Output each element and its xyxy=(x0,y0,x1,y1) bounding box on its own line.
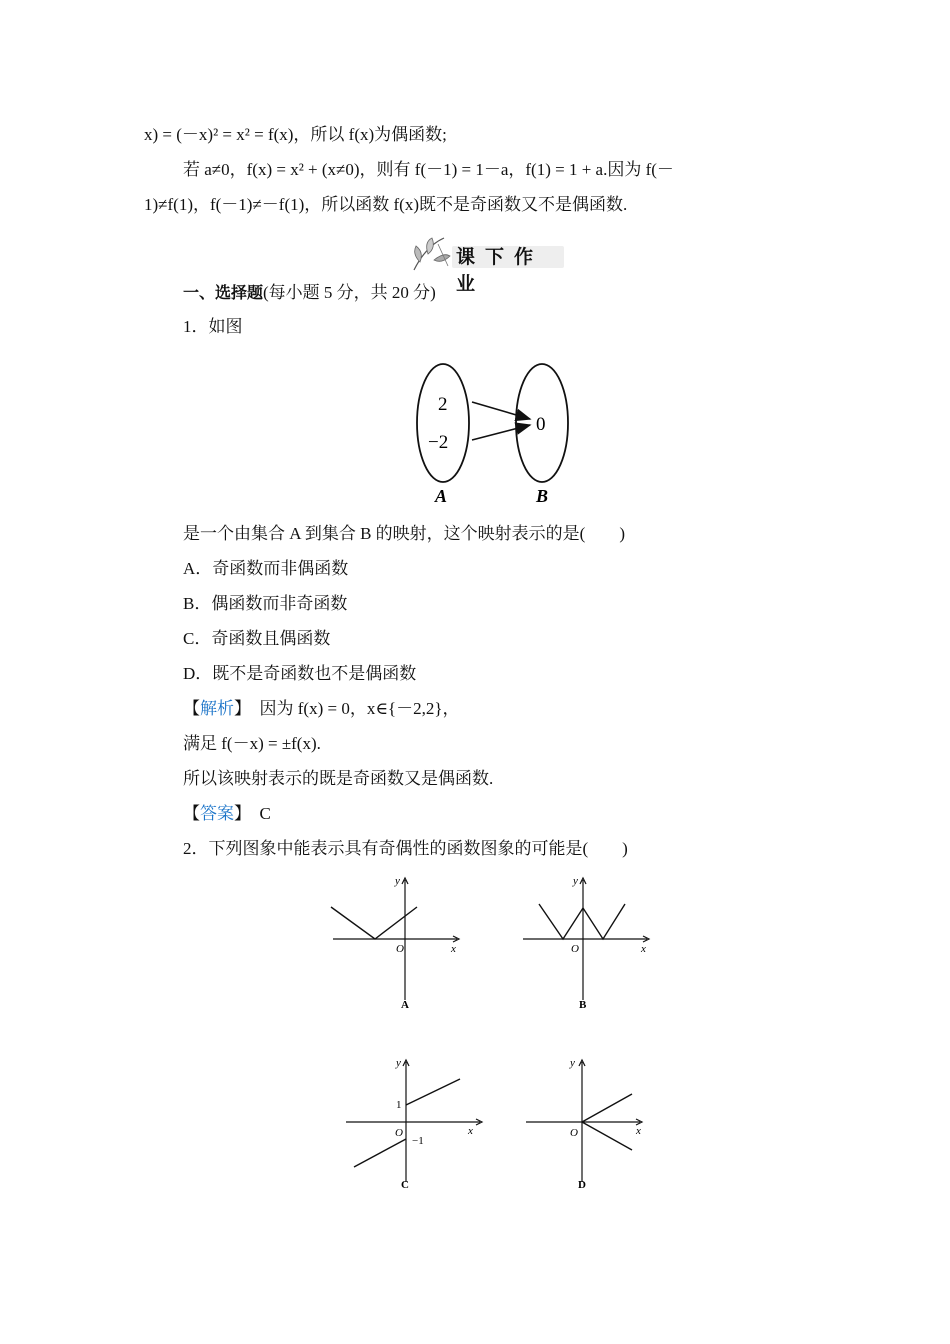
q1-text: 是一个由集合 A 到集合 B 的映射，这个映射表示的是( ) xyxy=(183,524,625,543)
q1-stem: 1．如图 xyxy=(183,317,243,336)
graph-c-y-label: y xyxy=(396,1057,401,1069)
mapping-diagram xyxy=(400,360,590,510)
set-a-label: A xyxy=(435,486,448,506)
graph-c xyxy=(340,1052,490,1197)
graph-d-line-upper xyxy=(582,1094,632,1122)
graph-c-tick-neg1: −1 xyxy=(412,1135,424,1147)
graph-b xyxy=(515,870,665,1015)
section-heading-title: 一、选择题 xyxy=(183,283,264,302)
q2-stem: 2．下列图象中能表示具有奇偶性的函数图象的可能是( ) xyxy=(183,839,628,858)
graph-d-y-label: y xyxy=(570,1057,575,1069)
analysis-label: 解析 xyxy=(200,699,234,718)
q1-analysis-line-2: 满足 f(－x) = ±f(x). xyxy=(183,734,321,753)
graph-b-curve xyxy=(539,904,625,939)
graph-c-origin: O xyxy=(395,1127,403,1139)
section-heading xyxy=(183,282,436,304)
set-a-ellipse xyxy=(417,364,469,482)
graph-d-origin: O xyxy=(570,1127,578,1139)
answer-value: C xyxy=(259,804,271,823)
set-b-element-1: 0 xyxy=(536,414,546,435)
graph-a-x-label: x xyxy=(451,943,456,955)
prev-line-3: 1)≠f(1)，f(－1)≠－f(1)，所以函数 f(x)既不是奇函数又不是偶函数. xyxy=(144,195,628,214)
q1-option-c: C．奇函数且偶函数 xyxy=(183,629,331,648)
graph-c-x-label: x xyxy=(468,1125,473,1137)
set-a-element-2: −2 xyxy=(428,432,449,453)
graph-d-x-label: x xyxy=(636,1125,641,1137)
graph-a-curve xyxy=(331,907,417,939)
graph-b-x-label: x xyxy=(641,943,646,955)
graph-a-origin: O xyxy=(396,943,404,955)
graph-d xyxy=(520,1052,670,1197)
graph-b-y-label: y xyxy=(573,875,578,887)
set-a-element-1: 2 xyxy=(438,394,448,415)
answer-label: 答案 xyxy=(200,804,234,823)
graph-c-tick-1: 1 xyxy=(396,1099,402,1111)
graph-b-origin: O xyxy=(571,943,579,955)
section-banner xyxy=(408,236,568,295)
prev-line-2: 若 a≠0，f(x) = x² + (x≠0)，则有 f(－1) = 1－a，f(1) = 1 + a.因为 f(－ xyxy=(183,160,674,179)
mapping-arrow-2 xyxy=(472,425,530,440)
graph-a xyxy=(325,870,475,1015)
q1-option-d: D．既不是奇函数也不是偶函数 xyxy=(183,664,417,683)
q1-analysis-line-1: 【解析】 因为 f(x) = 0，x∈{－2,2}， xyxy=(183,699,460,718)
graph-d-line-lower xyxy=(582,1122,632,1150)
banner-title: 课下作业 xyxy=(456,246,544,295)
graph-c-line-upper xyxy=(406,1079,460,1105)
graph-a-label: A xyxy=(401,999,409,1011)
q1-answer: 【答案】 C xyxy=(183,804,271,823)
q1-option-b: B．偶函数而非奇函数 xyxy=(183,594,348,613)
graph-c-label: C xyxy=(401,1179,409,1191)
graph-a-y-label: y xyxy=(395,875,400,887)
analysis-text-1: 因为 f(x) = 0，x∈{－2,2}， xyxy=(259,699,460,718)
graph-b-label: B xyxy=(579,999,587,1011)
set-b-label: B xyxy=(536,486,549,506)
prev-line-1: x) = (－x)² = x² = f(x)，所以 f(x)为偶函数; xyxy=(144,125,447,144)
graph-c-line-lower xyxy=(354,1139,406,1167)
q1-analysis-line-3: 所以该映射表示的既是奇函数又是偶函数. xyxy=(183,769,494,788)
q1-option-a: A．奇函数而非偶函数 xyxy=(183,559,349,578)
graph-d-label: D xyxy=(578,1179,586,1191)
mapping-arrow-1 xyxy=(472,402,530,419)
section-heading-note: (每小题 5 分，共 20 分) xyxy=(263,283,436,302)
